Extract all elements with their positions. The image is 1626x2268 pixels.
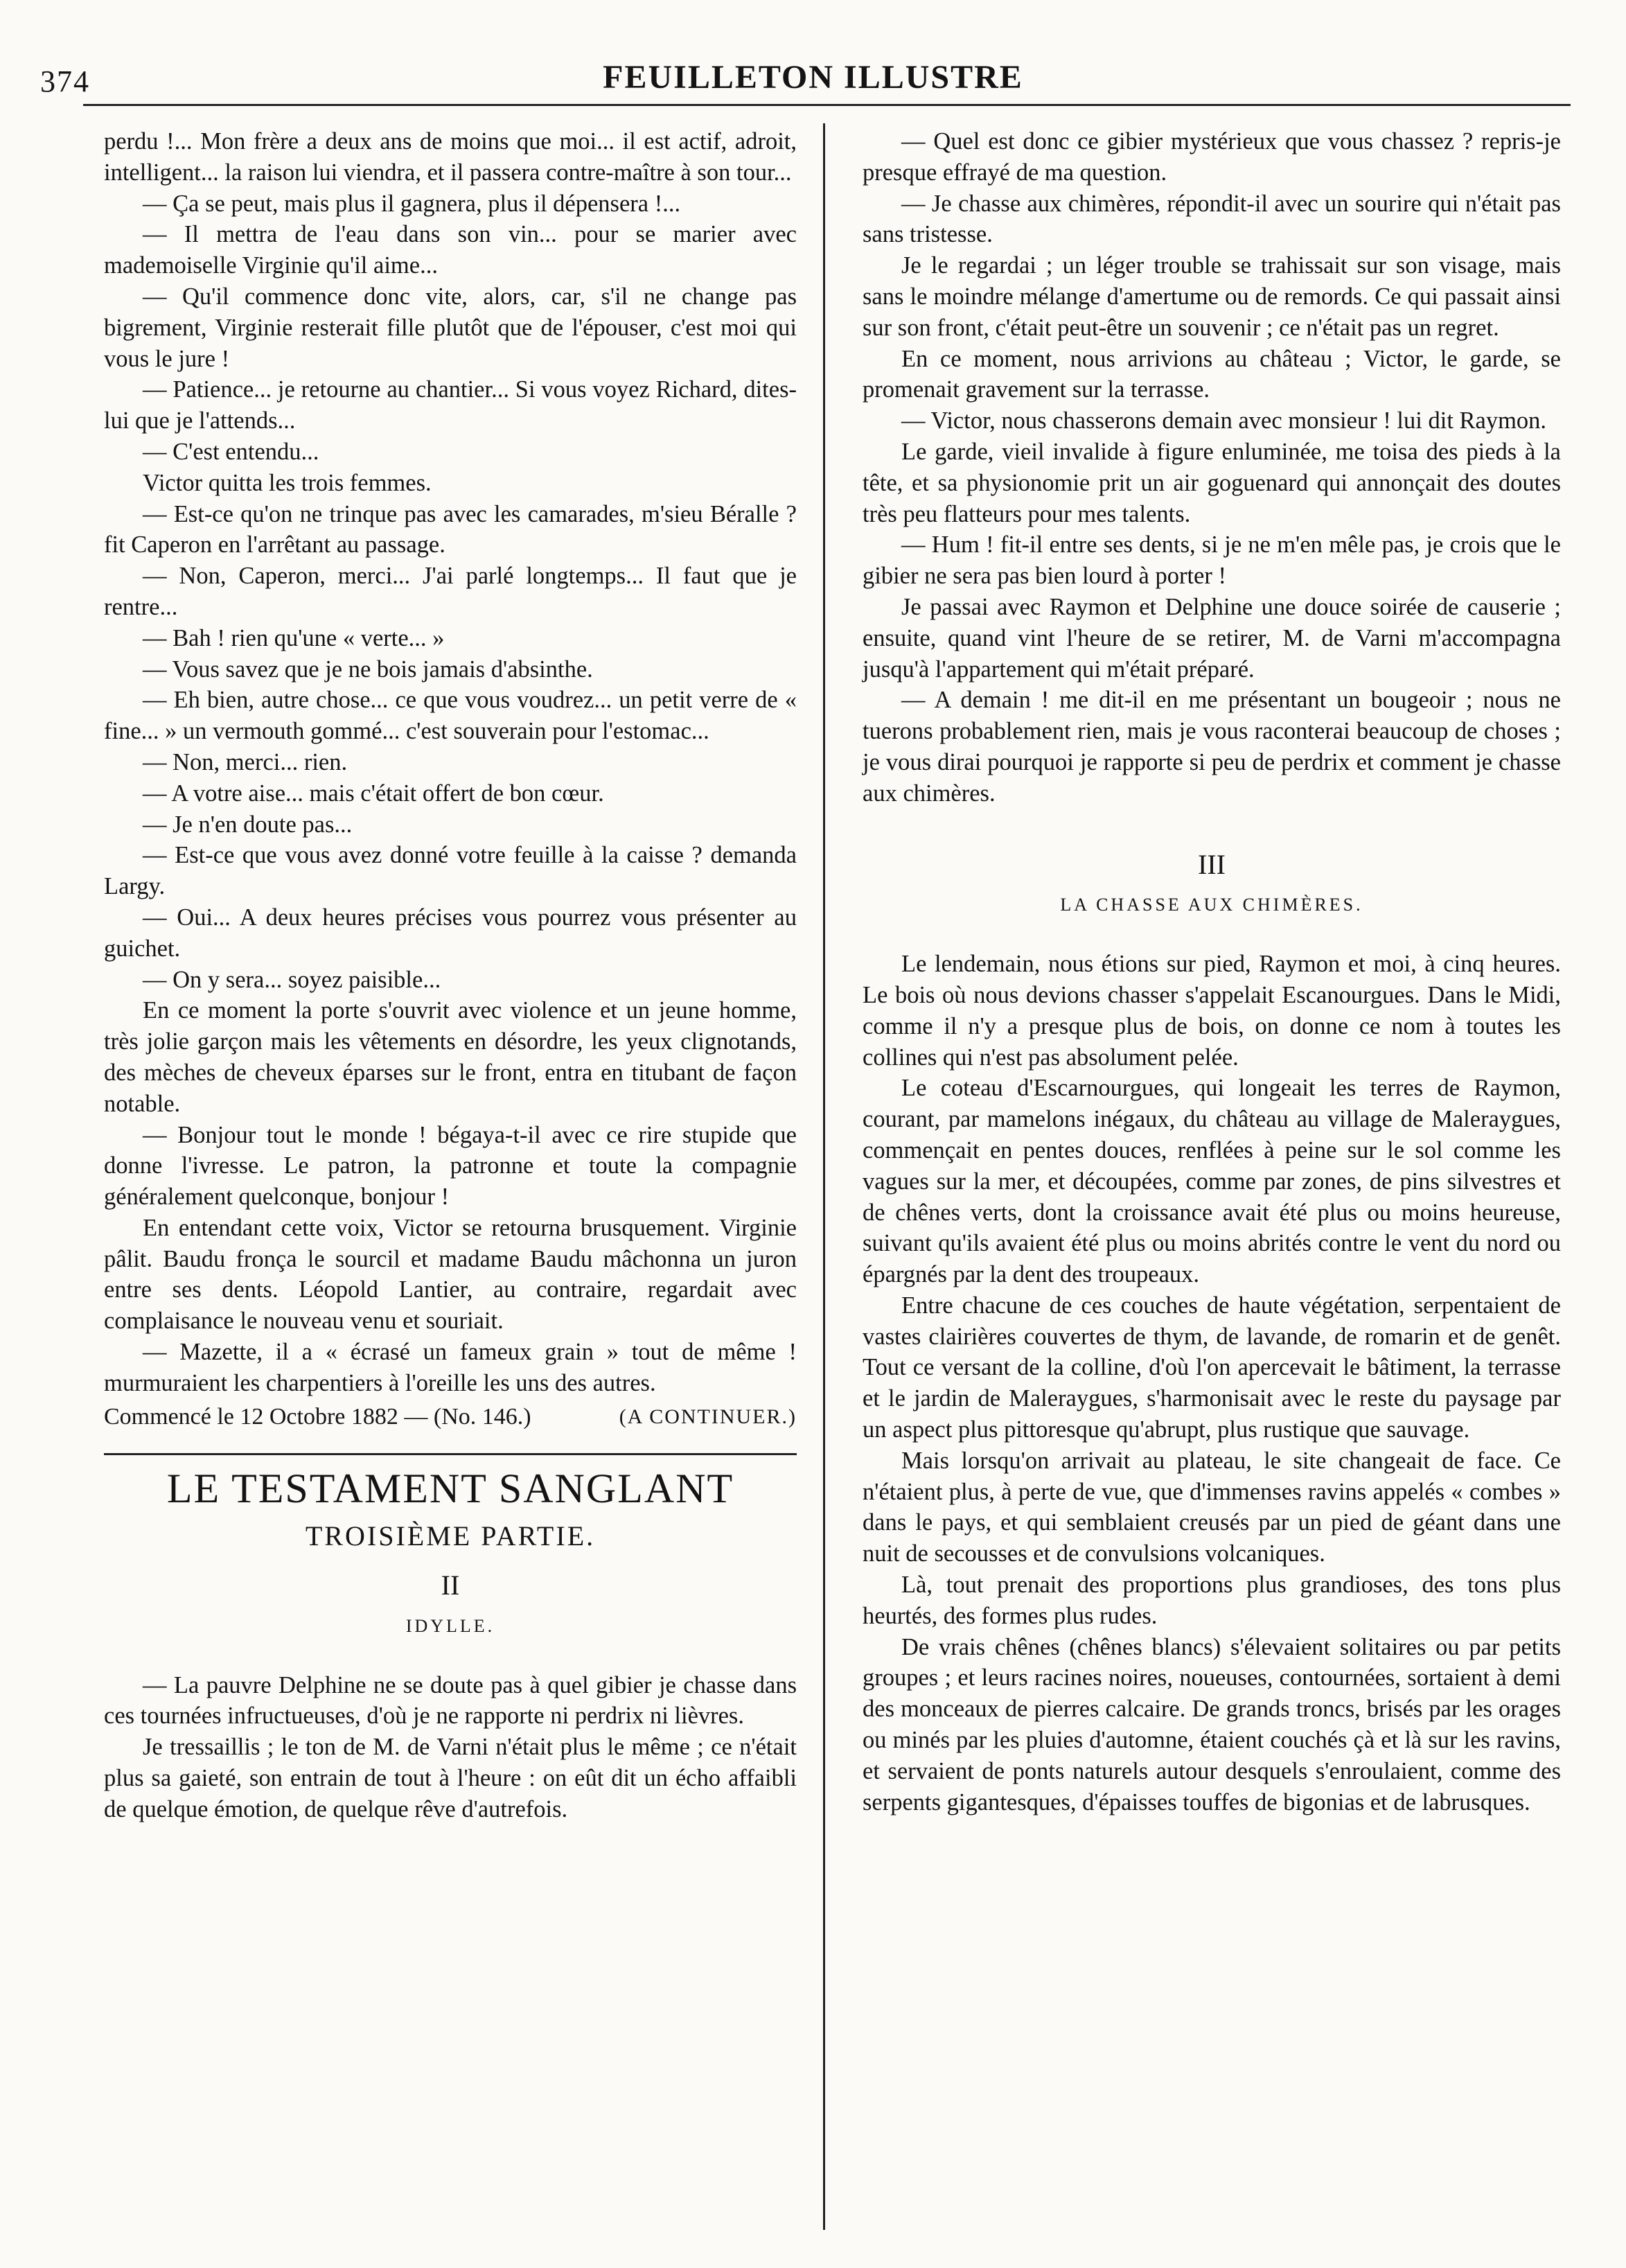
paragraph: En entendant cette voix, Victor se retourna brusquement. Virginie pâlit. Baudu fronça le sourcil et madame Baudu mâchonna un juron entre ses dents. Léopold Lantier, au contraire, regardait avec complaisance le nouveau venu et souriait.: [104, 1214, 797, 1335]
paragraph: — Oui... A deux heures précises vous pourrez vous présenter au guichet.: [104, 904, 797, 962]
part-title: TROISIÈME PARTIE.: [305, 1520, 596, 1552]
chapter-number: III: [1198, 848, 1226, 880]
paragraph: Le garde, vieil invalide à figure enluminée, me toisa des pieds à la tête, et sa physionomie prit un air goguenard qui annonçait des doutes très peu flatteurs pour mes talents.: [863, 438, 1561, 527]
left-column-text-b: [104, 1670, 797, 1825]
left-column: [104, 126, 797, 1825]
paragraph: — Patience... je retourne au chantier... Si vous voyez Richard, dites-lui que je l'attends...: [104, 376, 797, 434]
paragraph: — Je chasse aux chimères, répondit-il avec un sourire qui n'était pas sans tristesse.: [863, 190, 1561, 248]
paragraph: Je tressaillis ; le ton de M. de Varni n'était plus le même ; ce n'était plus sa gaieté, son entrain de tout à l'heure : on eût dit un écho affaibli de quelque émotion, de quelque rêve d'autrefois.: [104, 1734, 797, 1822]
paragraph: — Bonjour tout le monde ! bégaya-t-il avec ce rire stupide que donne l'ivresse. Le patron, la patronne et toute la compagnie généralement quelconque, bonjour !: [104, 1121, 797, 1211]
paragraph: Je le regardai ; un léger trouble se trahissait sur son visage, mais sans le moindre mélange d'amertume ou de remords. Ce qui passait ainsi sur son front, c'était peut-être un souvenir ; ce n'était pas un regret.: [863, 252, 1561, 341]
paragraph: — Hum ! fit-il entre ses dents, si je ne m'en mêle pas, je crois que le gibier ne sera pas bien lourd à porter !: [863, 531, 1561, 590]
paragraph: — Non, merci... rien.: [143, 748, 348, 775]
paragraph: — Ça se peut, mais plus il gagnera, plus il dépensera !...: [143, 190, 681, 217]
paragraph: — La pauvre Delphine ne se doute pas à quel gibier je chasse dans ces tournées infructueuses, d'où je ne rapporte ni perdrix ni lièvres.: [104, 1671, 797, 1730]
paragraph: — C'est entendu...: [143, 438, 319, 465]
paragraph: En ce moment la porte s'ouvrit avec violence et un jeune homme, très jolie garçon mais les vêtements en désordre, les yeux clignotands, des mèches de cheveux éparses sur le front, entra en titubant de façon notable.: [104, 997, 797, 1117]
left-column-text-a: [104, 126, 797, 1399]
paragraph: — Il mettra de l'eau dans son vin... pour se marier avec mademoiselle Virginie qu'il aime...: [104, 221, 797, 279]
paragraph: — Eh bien, autre chose... ce que vous voudrez... un petit verre de « fine... » un vermouth gommé... c'est souverain pour l'estomac...: [104, 687, 797, 745]
paragraph: — Mazette, il a « écrasé un fameux grain » tout de même ! murmuraient les charpentiers à l'oreille les uns des autres.: [104, 1339, 797, 1396]
paragraph: Victor quitta les trois femmes.: [143, 469, 432, 496]
paragraph: — Est-ce que vous avez donné votre feuille à la caisse ? demanda Largy.: [104, 842, 797, 900]
to-be-continued: (A CONTINUER.): [619, 1405, 797, 1428]
paragraph: — Est-ce qu'on ne trinque pas avec les camarades, m'sieu Béralle ? fit Caperon en l'arrêtant au passage.: [104, 500, 797, 559]
paragraph: Le lendemain, nous étions sur pied, Raymon et moi, à cinq heures. Le bois où nous devions chasser s'appelait Escanourgues. Dans le Midi, comme il n'y a presque plus de bois, on donne ce nom à toutes les collines qui n'est pas absolument pelée.: [863, 951, 1561, 1071]
paragraph: — Je n'en doute pas...: [143, 811, 353, 838]
chapter-title: LA CHASSE AUX CHIMÈRES.: [1060, 895, 1363, 915]
paragraph: Le coteau d'Escarnourgues, qui longeait les terres de Raymon, courant, par mamelons inégaux, du château au village de Maleraygues, commençait en pentes douces, renflées à peine sur le sol comme les vagues sur la mer, et découpées, comme par zones, de pins silvestres et de chênes verts, dont la croissance avait été plus ou moins heureuse, suivant qu'ils avaient été plus ou moins abrités contre le vent du nord ou épargnés par la dent des troupeaux.: [863, 1075, 1561, 1288]
paragraph: — Victor, nous chasserons demain avec monsieur ! lui dit Raymon.: [901, 407, 1547, 434]
right-column: [863, 126, 1561, 1818]
right-column-text-a: [863, 126, 1561, 809]
column-divider: [823, 123, 825, 2230]
paragraph: — Qu'il commence donc vite, alors, car, s'il ne change pas bigrement, Virginie resterait fille plutôt que de l'épouser, c'est moi qui vous le jure !: [104, 283, 797, 372]
running-title: FEUILLETON ILLUSTRE: [603, 59, 1023, 96]
right-column-text-b: [863, 949, 1561, 1818]
spacer: [863, 809, 1561, 837]
paragraph: Je passai avec Raymon et Delphine une douce soirée de causerie ; ensuite, quand vint l'heure de se retirer, M. de Varni m'accompagna jusqu'à l'appartement qui m'était préparé.: [863, 593, 1561, 683]
chapter-number: II: [441, 1570, 460, 1601]
paragraph: — A votre aise... mais c'était offert de bon cœur.: [143, 780, 604, 807]
paragraph: En ce moment, nous arrivions au château ; Victor, le garde, se promenait gravement sur la terrasse.: [863, 345, 1561, 403]
paragraph: De vrais chênes (chênes blancs) s'élevaient solitaires ou par petits groupes ; et leurs racines noires, noueuses, contournées, sortaient à demi des monceaux de pierres calcaire. De grands troncs, brisés par les orages ou minés par les pluies d'automne, étaient couchés çà et là sur les ravins, et servaient de ponts naturels autour desquels s'enroulaient, comme des serpents gigantesques, d'épaisses touffes de bigonias et de labrusques.: [863, 1633, 1561, 1816]
continuation-row: [104, 1402, 797, 1433]
paragraph: — On y sera... soyez paisible...: [143, 966, 441, 993]
paragraph: — Non, Caperon, merci... J'ai parlé longtemps... Il faut que je rentre...: [104, 563, 797, 620]
header-rule: [83, 104, 1571, 106]
section-divider-rule: [104, 1453, 797, 1455]
paragraph: — Bah ! rien qu'une « verte... »: [143, 624, 445, 651]
page-number: 374: [40, 64, 90, 98]
paragraph: perdu !... Mon frère a deux ans de moins que moi... il est actif, adroit, intelligent... la raison lui viendra, et il passera contre-maître à son tour...: [104, 128, 797, 186]
paragraph: Là, tout prenait des proportions plus grandioses, des tons plus heurtés, des formes plus rudes.: [863, 1572, 1561, 1629]
paragraph: Mais lorsqu'on arrivait au plateau, le site changeait de face. Ce n'étaient plus, à perte de vue, que d'immenses ravins appelés « combes » dans le pays, et qui semblaient creusés par un pied de géant dans une nuit de secousses et de convulsions volcaniques.: [863, 1447, 1561, 1567]
chapter-title: IDYLLE.: [405, 1615, 495, 1636]
page-header: [0, 0, 1626, 111]
paragraph: — Quel est donc ce gibier mystérieux que vous chassez ? repris-je presque effrayé de ma question.: [863, 128, 1561, 186]
paragraph: — A demain ! me dit-il en me présentant un bougeoir ; nous ne tuerons probablement rien, mais je vous raconterai beaucoup de choses ; je vous dirai pourquoi je rapporte si peu de perdrix et comment je chasse aux chimères.: [863, 687, 1561, 807]
paragraph: — Vous savez que je ne bois jamais d'absinthe.: [143, 656, 593, 683]
paragraph: Entre chacune de ces couches de haute végétation, serpentaient de vastes clairières couvertes de thym, de lavande, de romarin et de genêt. Tout ce versant de la colline, d'où l'on apercevait le bâtiment, la terrasse et le jardin de Maleraygues, s'harmonisait avec le reste du paysage par un aspect plus pittoresque qu'abrupt, plus rustique que sauvage.: [863, 1292, 1561, 1443]
serial-title: LE TESTAMENT SANGLANT: [166, 1466, 734, 1512]
commenced-note: Commencé le 12 Octobre 1882 — (No. 146.): [104, 1403, 531, 1430]
